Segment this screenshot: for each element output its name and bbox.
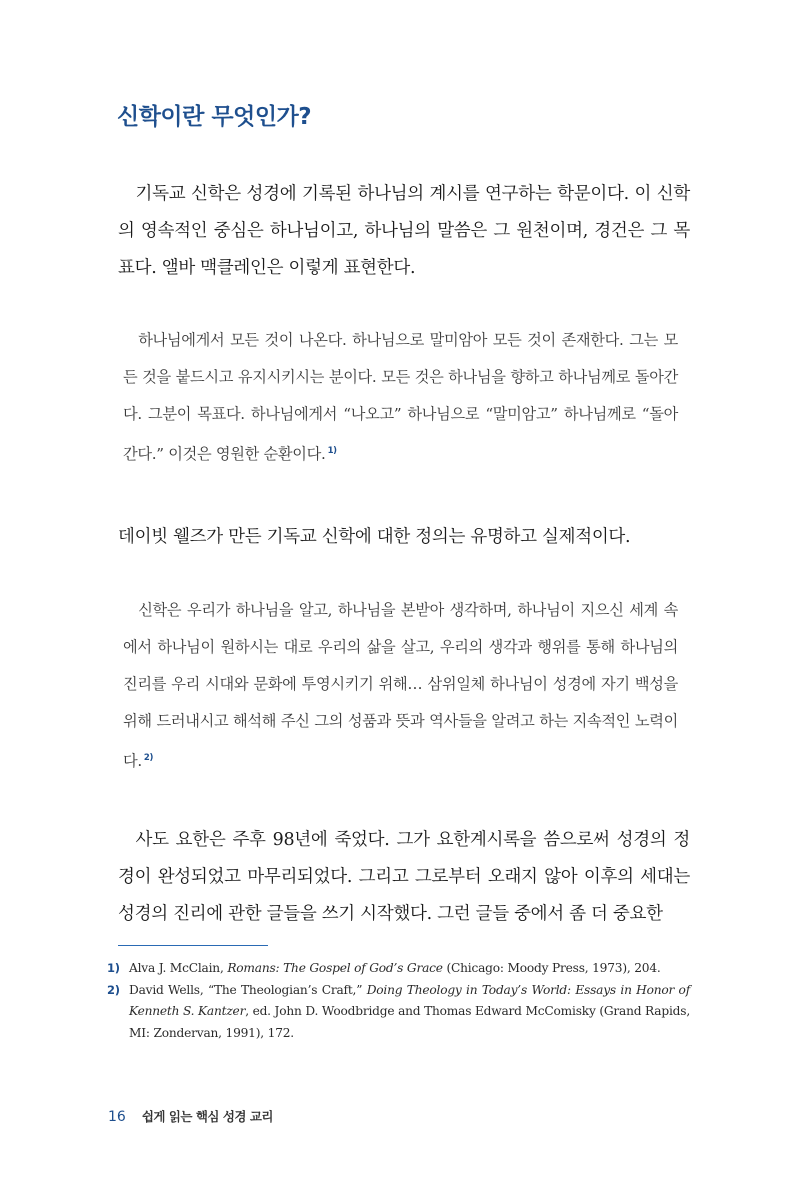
body-paragraph-2 xyxy=(118,519,690,556)
footnote-1-text xyxy=(129,958,690,980)
footnote-2-text xyxy=(129,980,690,1045)
section-heading: 신학이란 무엇인가? xyxy=(117,104,312,130)
block-quote-2-text: 신학은 우리가 하나님을 알고, 하나님을 본받아 생각하며, 하나님이 지으신 세계 속에서 하나님이 원하시는 대로 우리의 삶을 살고, 우리의 생각과 행위를 통해 하나님의 진리를 우리 시대와 문화에 투영시키기 위해… 삼위일체 하나님이 성경에 자기 백성을 위해 드러내시고 해석해 주신 그의 성품과 뜻과 역사들을 알려고 하는 지속적인 노력이다. xyxy=(123,601,678,771)
page-footer xyxy=(108,1107,273,1125)
footnote-2-publication: , ed. John D. Woodbridge and Thomas Edward McComisky (Grand Rapids, MI: Zondervan, 1991), 172. xyxy=(129,1004,690,1040)
body-paragraph-2-text: 데이빗 웰즈가 만든 기독교 신학에 대한 정의는 유명하고 실제적이다. xyxy=(118,527,631,547)
footnote-ref-2[interactable]: 2) xyxy=(143,753,154,763)
footnote-1-number: 1) xyxy=(107,961,120,975)
body-paragraph-1 xyxy=(118,176,690,287)
body-paragraph-3-text: 사도 요한은 주후 98년에 죽었다. 그가 요한계시록을 씀으로써 성경의 정경이 완성되었고 마무리되었다. 그리고 그로부터 오래지 않아 이후의 세대는 성경의 진리에 관한 글들을 쓰기 시작했다. 그런 글들 중에서 좀 더 중요한 xyxy=(118,830,690,924)
body-paragraph-1-text: 기독교 신학은 성경에 기록된 하나님의 계시를 연구하는 학문이다. 이 신학의 영속적인 중심은 하나님이고, 하나님의 말씀은 그 원천이며, 경건은 그 목표다. 앨바 맥클레인은 이렇게 표현한다. xyxy=(118,184,690,278)
footnote-2-author: David Wells, “The Theologian’s Craft,” xyxy=(129,982,367,997)
footnote-2-number: 2) xyxy=(107,982,120,997)
footnote-1-author: Alva J. McClain, xyxy=(129,961,228,975)
footnote-2 xyxy=(107,980,690,1045)
block-quote-2 xyxy=(123,592,678,780)
footnote-divider xyxy=(118,945,268,946)
body-paragraph-3 xyxy=(118,822,690,933)
block-quote-1-text: 하나님에게서 모든 것이 나온다. 하나님으로 말미암아 모든 것이 존재한다. 그는 모든 것을 붙드시고 유지시키시는 분이다. 모든 것은 하나님을 향하고 하나님께로 돌아간다. 그분이 목표다. 하나님에게서 “나오고” 하나님으로 “말미암고” 하나님께로 “돌아간다.” 이것은 영원한 순환이다. xyxy=(123,331,678,464)
book-title: 쉽게 읽는 핵심 성경 교리 xyxy=(141,1109,273,1124)
footnote-1-publication: (Chicago: Moody Press, 1973), 204. xyxy=(442,961,661,975)
block-quote-1 xyxy=(123,322,678,473)
footnotes xyxy=(107,958,690,1044)
footnote-ref-1[interactable]: 1) xyxy=(327,446,337,456)
footnote-1 xyxy=(107,958,690,980)
page-number: 16 xyxy=(108,1109,126,1125)
footnote-1-title: Romans: The Gospel of God’s Grace xyxy=(227,961,443,975)
footnote-2-title: Doing Theology in Today’s World: Essays in Honor of Kenneth S. Kantzer xyxy=(129,982,690,1018)
